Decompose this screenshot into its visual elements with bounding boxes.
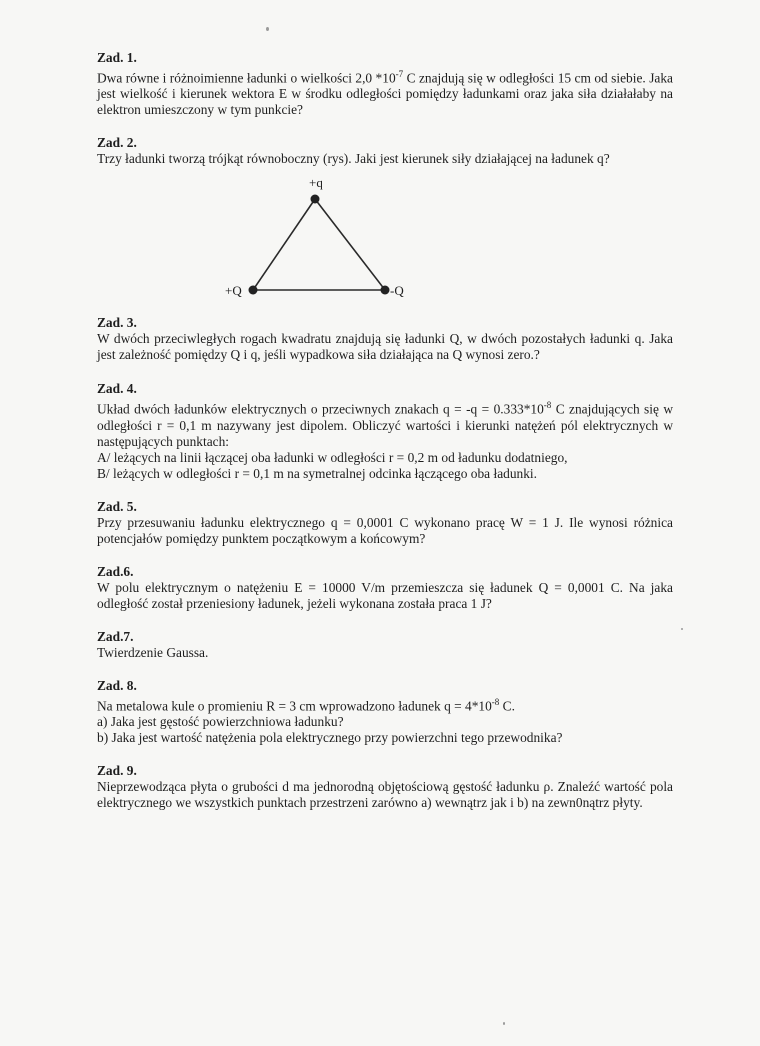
task-6-title: Zad.6. — [97, 563, 134, 579]
triangle-side-right — [315, 199, 385, 290]
task-list — [97, 50, 673, 811]
task-8-exponent: -8 — [491, 696, 500, 707]
task-6-text: W polu elektrycznym o natężeniu E = 10000 V/m przemieszcza się ładunek Q = 0,0001 C. Na jaka odległość został przeniesiony ładunek, jeżeli wykonana została praca 1 J? — [97, 579, 673, 611]
task-2-title: Zad. 2. — [97, 135, 137, 151]
triangle-figure — [97, 167, 673, 315]
triangle-side-left — [253, 199, 315, 290]
charge-top-dot — [311, 195, 320, 204]
task-4-item-a: A/ leżących na linii łączącej oba ładunki w odległości r = 0,2 m od ładunku dodatniego, — [97, 449, 568, 465]
task-4-title: Zad. 4. — [97, 381, 137, 397]
task-8-item-a: a) Jaka jest gęstość powierzchniowa ładunku? — [97, 714, 344, 730]
scan-speck — [681, 628, 683, 630]
task-4-exponent: -8 — [543, 400, 552, 411]
scan-speck — [266, 27, 269, 31]
task-8-text — [97, 694, 673, 714]
task-5-title: Zad. 5. — [97, 498, 137, 514]
task-8-text-part2: C. — [499, 698, 515, 714]
task-3-text: W dwóch przeciwległych rogach kwadratu znajdują się ładunki Q, w dwóch pozostałych ładunki q. Jaka jest zależność pomiędzy Q i q, jeśli wypadkowa siła działająca na Q wynosi zero.? — [97, 331, 673, 363]
task-1-text — [97, 66, 673, 118]
task-7-text: Twierdzenie Gaussa. — [97, 644, 209, 660]
task-8-text-part1: Na metalowa kule o promieniu R = 3 cm wprowadzono ładunek q = 4*10 — [97, 698, 492, 714]
task-7 — [97, 629, 673, 661]
task-4-text-part2: C znajdujących się w odległości r = 0,1 m nazywany jest dipolem. Obliczyć wartości i kierunki natężeń pól elektrycznych w następujących punktach: — [97, 401, 673, 449]
charge-right-label: -Q — [390, 283, 404, 299]
task-8 — [97, 678, 673, 746]
task-9-text: Nieprzewodząca płyta o grubości d ma jednorodną objętościową gęstość ładunku ρ. Znaleźć wartość pola elektrycznego we wszystkich punktach przestrzeni zarówno a) wewnątrz jak i b) na zewn0nątrz płyty. — [97, 779, 673, 811]
task-9-title: Zad. 9. — [97, 763, 137, 779]
task-1 — [97, 50, 673, 118]
task-7-title: Zad.7. — [97, 628, 134, 644]
charge-right-dot — [381, 286, 390, 295]
scan-speck — [503, 1022, 505, 1025]
task-9 — [97, 763, 673, 811]
task-4 — [97, 381, 673, 481]
task-2-text: Trzy ładunki tworzą trójkąt równoboczny (rys). Jaki jest kierunek siły działającej na ładunek q? — [97, 151, 610, 167]
task-8-title: Zad. 8. — [97, 677, 137, 693]
task-1-title: Zad. 1. — [97, 50, 137, 65]
task-1-text-part2: C znajdują się w odległości 15 cm od siebie. Jaka jest wielkość i kierunek wektora E w środku odległości pomiędzy ładunkami oraz jaka siła działałaby na elektron umieszczony w tym punkcie? — [97, 70, 673, 118]
task-5-text: Przy przesuwaniu ładunku elektrycznego q = 0,0001 C wykonano pracę W = 1 J. Ile wynosi różnica potencjałów pomiędzy punktem początkowym a końcowym? — [97, 514, 673, 546]
task-8-item-b: b) Jaka jest wartość natężenia pola elektrycznego przy powierzchni tego przewodnika? — [97, 730, 563, 746]
task-3 — [97, 315, 673, 363]
task-4-text — [97, 397, 673, 449]
triangle-diagram — [97, 167, 673, 315]
task-2 — [97, 135, 673, 315]
task-3-title: Zad. 3. — [97, 315, 137, 331]
task-4-item-b: B/ leżących w odległości r = 0,1 m na symetralnej odcinka łączącego oba ładunki. — [97, 465, 537, 481]
charge-top-label: +q — [309, 175, 323, 191]
task-6 — [97, 564, 673, 612]
task-5 — [97, 499, 673, 547]
task-4-text-part1: Układ dwóch ładunków elektrycznych o przeciwnych znakach q = -q = 0.333*10 — [97, 401, 544, 417]
task-1-exponent: -7 — [395, 69, 404, 79]
task-1-text-part1: Dwa równe i różnoimienne ładunki o wielkości 2,0 *10 — [97, 70, 396, 86]
charge-left-label: +Q — [225, 283, 242, 299]
charge-left-dot — [249, 286, 258, 295]
